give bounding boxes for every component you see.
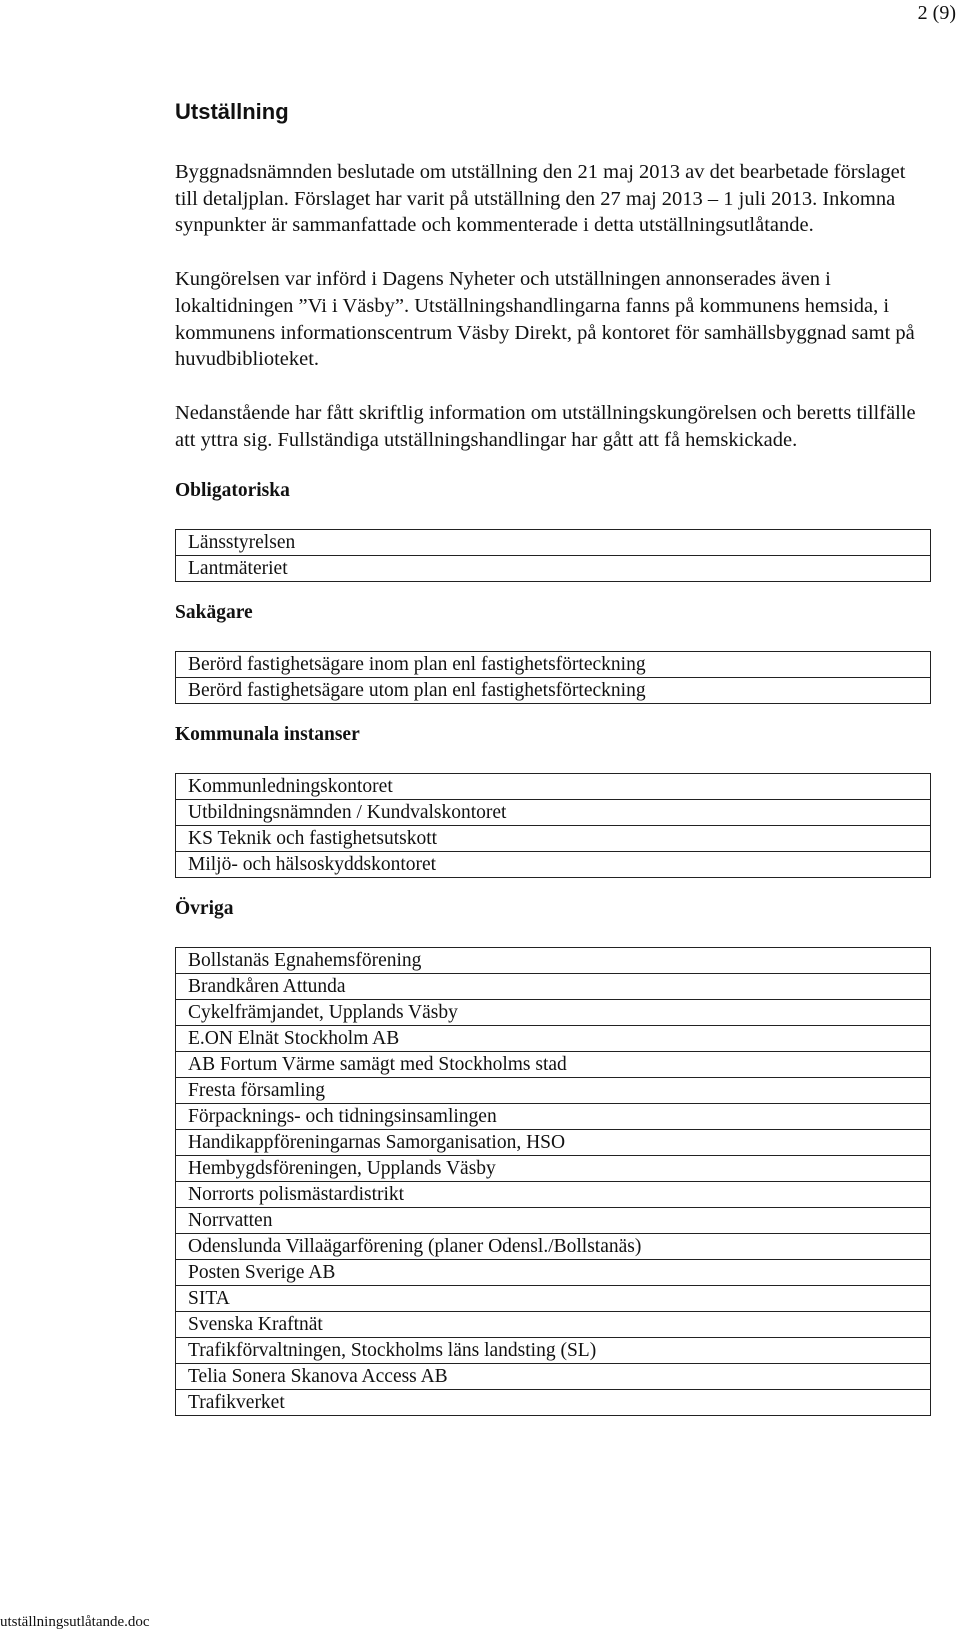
table-row [176, 1104, 931, 1130]
footer-filename: utställningsutlåtande.doc [0, 1614, 150, 1630]
table-row [176, 800, 931, 826]
recipient-name: SITA [176, 1286, 931, 1312]
recipient-name: Trafikverket [176, 1390, 931, 1416]
table-row [176, 1000, 931, 1026]
table-row [176, 652, 931, 678]
recipient-table-obligatoriska [175, 529, 931, 582]
paragraph-intro: Byggnadsnämnden beslutade om utställning den 21 maj 2013 av det bearbetade förslaget till detaljplan. Förslaget har varit på utställning den 27 maj 2013 – 1 juli 2013. Inkomna synpunkter är sammanfattade och kommenterade i detta utställningsutlåtande. [175, 161, 906, 237]
table-row [176, 774, 931, 800]
recipient-name: Brandkåren Attunda [176, 974, 931, 1000]
table-row [176, 1182, 931, 1208]
table-row [176, 1078, 931, 1104]
recipient-table-kommunala-instanser [175, 773, 931, 878]
recipient-name: Bollstanäs Egnahemsförening [176, 948, 931, 974]
recipient-name: E.ON Elnät Stockholm AB [176, 1026, 931, 1052]
recipient-name: Trafikförvaltningen, Stockholms läns landsting (SL) [176, 1338, 931, 1364]
table-row [176, 974, 931, 1000]
recipient-name: Hembygdsföreningen, Upplands Väsby [176, 1156, 931, 1182]
recipient-name: Länsstyrelsen [176, 530, 931, 556]
table-row [176, 1286, 931, 1312]
recipient-name: Norrorts polismästardistrikt [176, 1182, 931, 1208]
recipient-table-sakagare [175, 651, 931, 704]
table-row [176, 1052, 931, 1078]
document-body [175, 99, 931, 1436]
recipient-name: Fresta församling [176, 1078, 931, 1104]
recipient-name: Posten Sverige AB [176, 1260, 931, 1286]
table-row [176, 1208, 931, 1234]
section-title-kommunala-instanser: Kommunala instanser [175, 724, 360, 746]
table-row [176, 1364, 931, 1390]
table-row [176, 1156, 931, 1182]
table-row [176, 678, 931, 704]
table-row [176, 1338, 931, 1364]
paragraph-recipients: Nedanstående har fått skriftlig information om utställningskungörelsen och beretts tillfälle att yttra sig. Fullständiga utställningshandlingar har gått att få hemskickade. [175, 401, 916, 451]
recipient-name: Svenska Kraftnät [176, 1312, 931, 1338]
recipient-name: Förpacknings- och tidningsinsamlingen [176, 1104, 931, 1130]
recipient-name: Telia Sonera Skanova Access AB [176, 1364, 931, 1390]
page-number: 2 (9) [917, 2, 956, 24]
section-title-ovriga: Övriga [175, 898, 234, 920]
recipient-sections [175, 480, 931, 1416]
recipient-name: Berörd fastighetsägare utom plan enl fastighetsförteckning [176, 678, 931, 704]
recipient-name: Cykelfrämjandet, Upplands Väsby [176, 1000, 931, 1026]
table-row [176, 1312, 931, 1338]
table-row [176, 852, 931, 878]
recipient-name: AB Fortum Värme samägt med Stockholms stad [176, 1052, 931, 1078]
recipient-name: Lantmäteriet [176, 556, 931, 582]
table-row [176, 1390, 931, 1416]
page-title: Utställning [175, 99, 289, 124]
table-row [176, 948, 931, 974]
section-title-sakagare: Sakägare [175, 602, 253, 624]
recipient-name: Kommunledningskontoret [176, 774, 931, 800]
table-row [176, 1260, 931, 1286]
paragraph-announcement: Kungörelsen var införd i Dagens Nyheter och utställningen annonserades även i lokaltidningen ”Vi i Väsby”. Utställningshandlingarna fanns på kommunens hemsida, i kommunens informationscentrum Väsby Direkt, på kontoret för samhällsbyggnad samt på huvudbiblioteket. [175, 268, 915, 371]
recipient-name: KS Teknik och fastighetsutskott [176, 826, 931, 852]
table-row [176, 1026, 931, 1052]
recipient-name: Utbildningsnämnden / Kundvalskontoret [176, 800, 931, 826]
table-row [176, 556, 931, 582]
recipient-name: Berörd fastighetsägare inom plan enl fastighetsförteckning [176, 652, 931, 678]
recipient-name: Handikappföreningarnas Samorganisation, HSO [176, 1130, 931, 1156]
table-row [176, 826, 931, 852]
recipient-table-ovriga [175, 947, 931, 1416]
table-row [176, 530, 931, 556]
table-row [176, 1234, 931, 1260]
table-row [176, 1130, 931, 1156]
section-title-obligatoriska: Obligatoriska [175, 480, 290, 502]
recipient-name: Norrvatten [176, 1208, 931, 1234]
recipient-name: Miljö- och hälsoskyddskontoret [176, 852, 931, 878]
recipient-name: Odenslunda Villaägarförening (planer Odensl./Bollstanäs) [176, 1234, 931, 1260]
